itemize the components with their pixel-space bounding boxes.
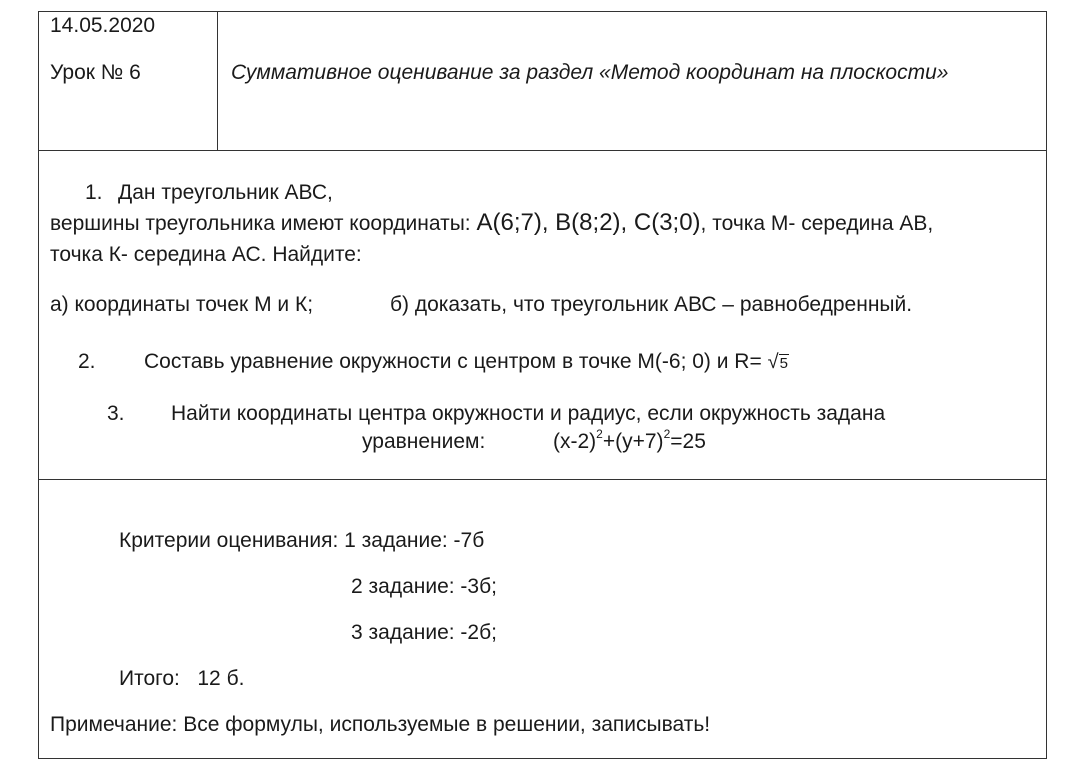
task3-number: 3. — [107, 402, 125, 425]
exponent-2: 2 — [663, 427, 671, 441]
sqrt-five — [768, 349, 789, 377]
task1-part-b: б) доказать, что треугольник АВС – равнобедренный. — [390, 293, 913, 316]
task1-line3: точка К- середина АС. Найдите: — [50, 243, 362, 266]
task1-part-a: а) координаты точек М и К; — [50, 293, 314, 316]
task3-equation — [553, 429, 706, 455]
date: 14.05.2020 — [50, 14, 156, 37]
task1-intro: Дан треугольник АВС, — [118, 181, 333, 204]
task1-line2-suffix: , точка М- середина АВ, — [700, 212, 934, 235]
header-divider — [217, 12, 218, 151]
criteria-task1: Критерии оценивания: 1 задание: -7б — [119, 529, 485, 552]
header-bottom-rule — [39, 150, 1046, 151]
eq-term-y: +(y+7) — [602, 430, 664, 453]
task1-line2 — [50, 210, 933, 237]
lesson-number: Урок № 6 — [50, 61, 141, 84]
task1-coordinates: А(6;7), В(8;2), С(3;0) — [476, 209, 701, 236]
assessment-document — [38, 11, 1047, 759]
task2-statement: Составь уравнение окружности с центром в точке М(-6; 0) и R= — [144, 350, 762, 373]
task3-label: уравнением: — [362, 430, 486, 453]
exponent-1: 2 — [596, 427, 603, 441]
criteria-task3: 3 задание: -2б; — [351, 621, 497, 644]
task1-number: 1. — [85, 181, 103, 204]
radical-sign: √ — [767, 351, 779, 373]
tasks-bottom-rule — [39, 479, 1046, 480]
task2-text — [144, 349, 789, 377]
radicand: 5 — [779, 355, 788, 372]
task3-text: Найти координаты центра окружности и радиус, если окружность задана — [171, 402, 886, 425]
eq-result: =25 — [670, 430, 706, 453]
criteria-total: Итого: 12 б. — [119, 667, 245, 690]
criteria-task2: 2 задание: -3б; — [351, 575, 497, 598]
page-title: Суммативное оценивание за раздел «Метод координат на плоскости» — [231, 61, 949, 84]
task2-number: 2. — [78, 350, 96, 373]
task1-line2-prefix: вершины треугольника имеют координаты: — [50, 212, 477, 235]
note: Примечание: Все формулы, используемые в решении, записывать! — [50, 713, 711, 736]
eq-term-x: (x-2) — [553, 430, 597, 453]
